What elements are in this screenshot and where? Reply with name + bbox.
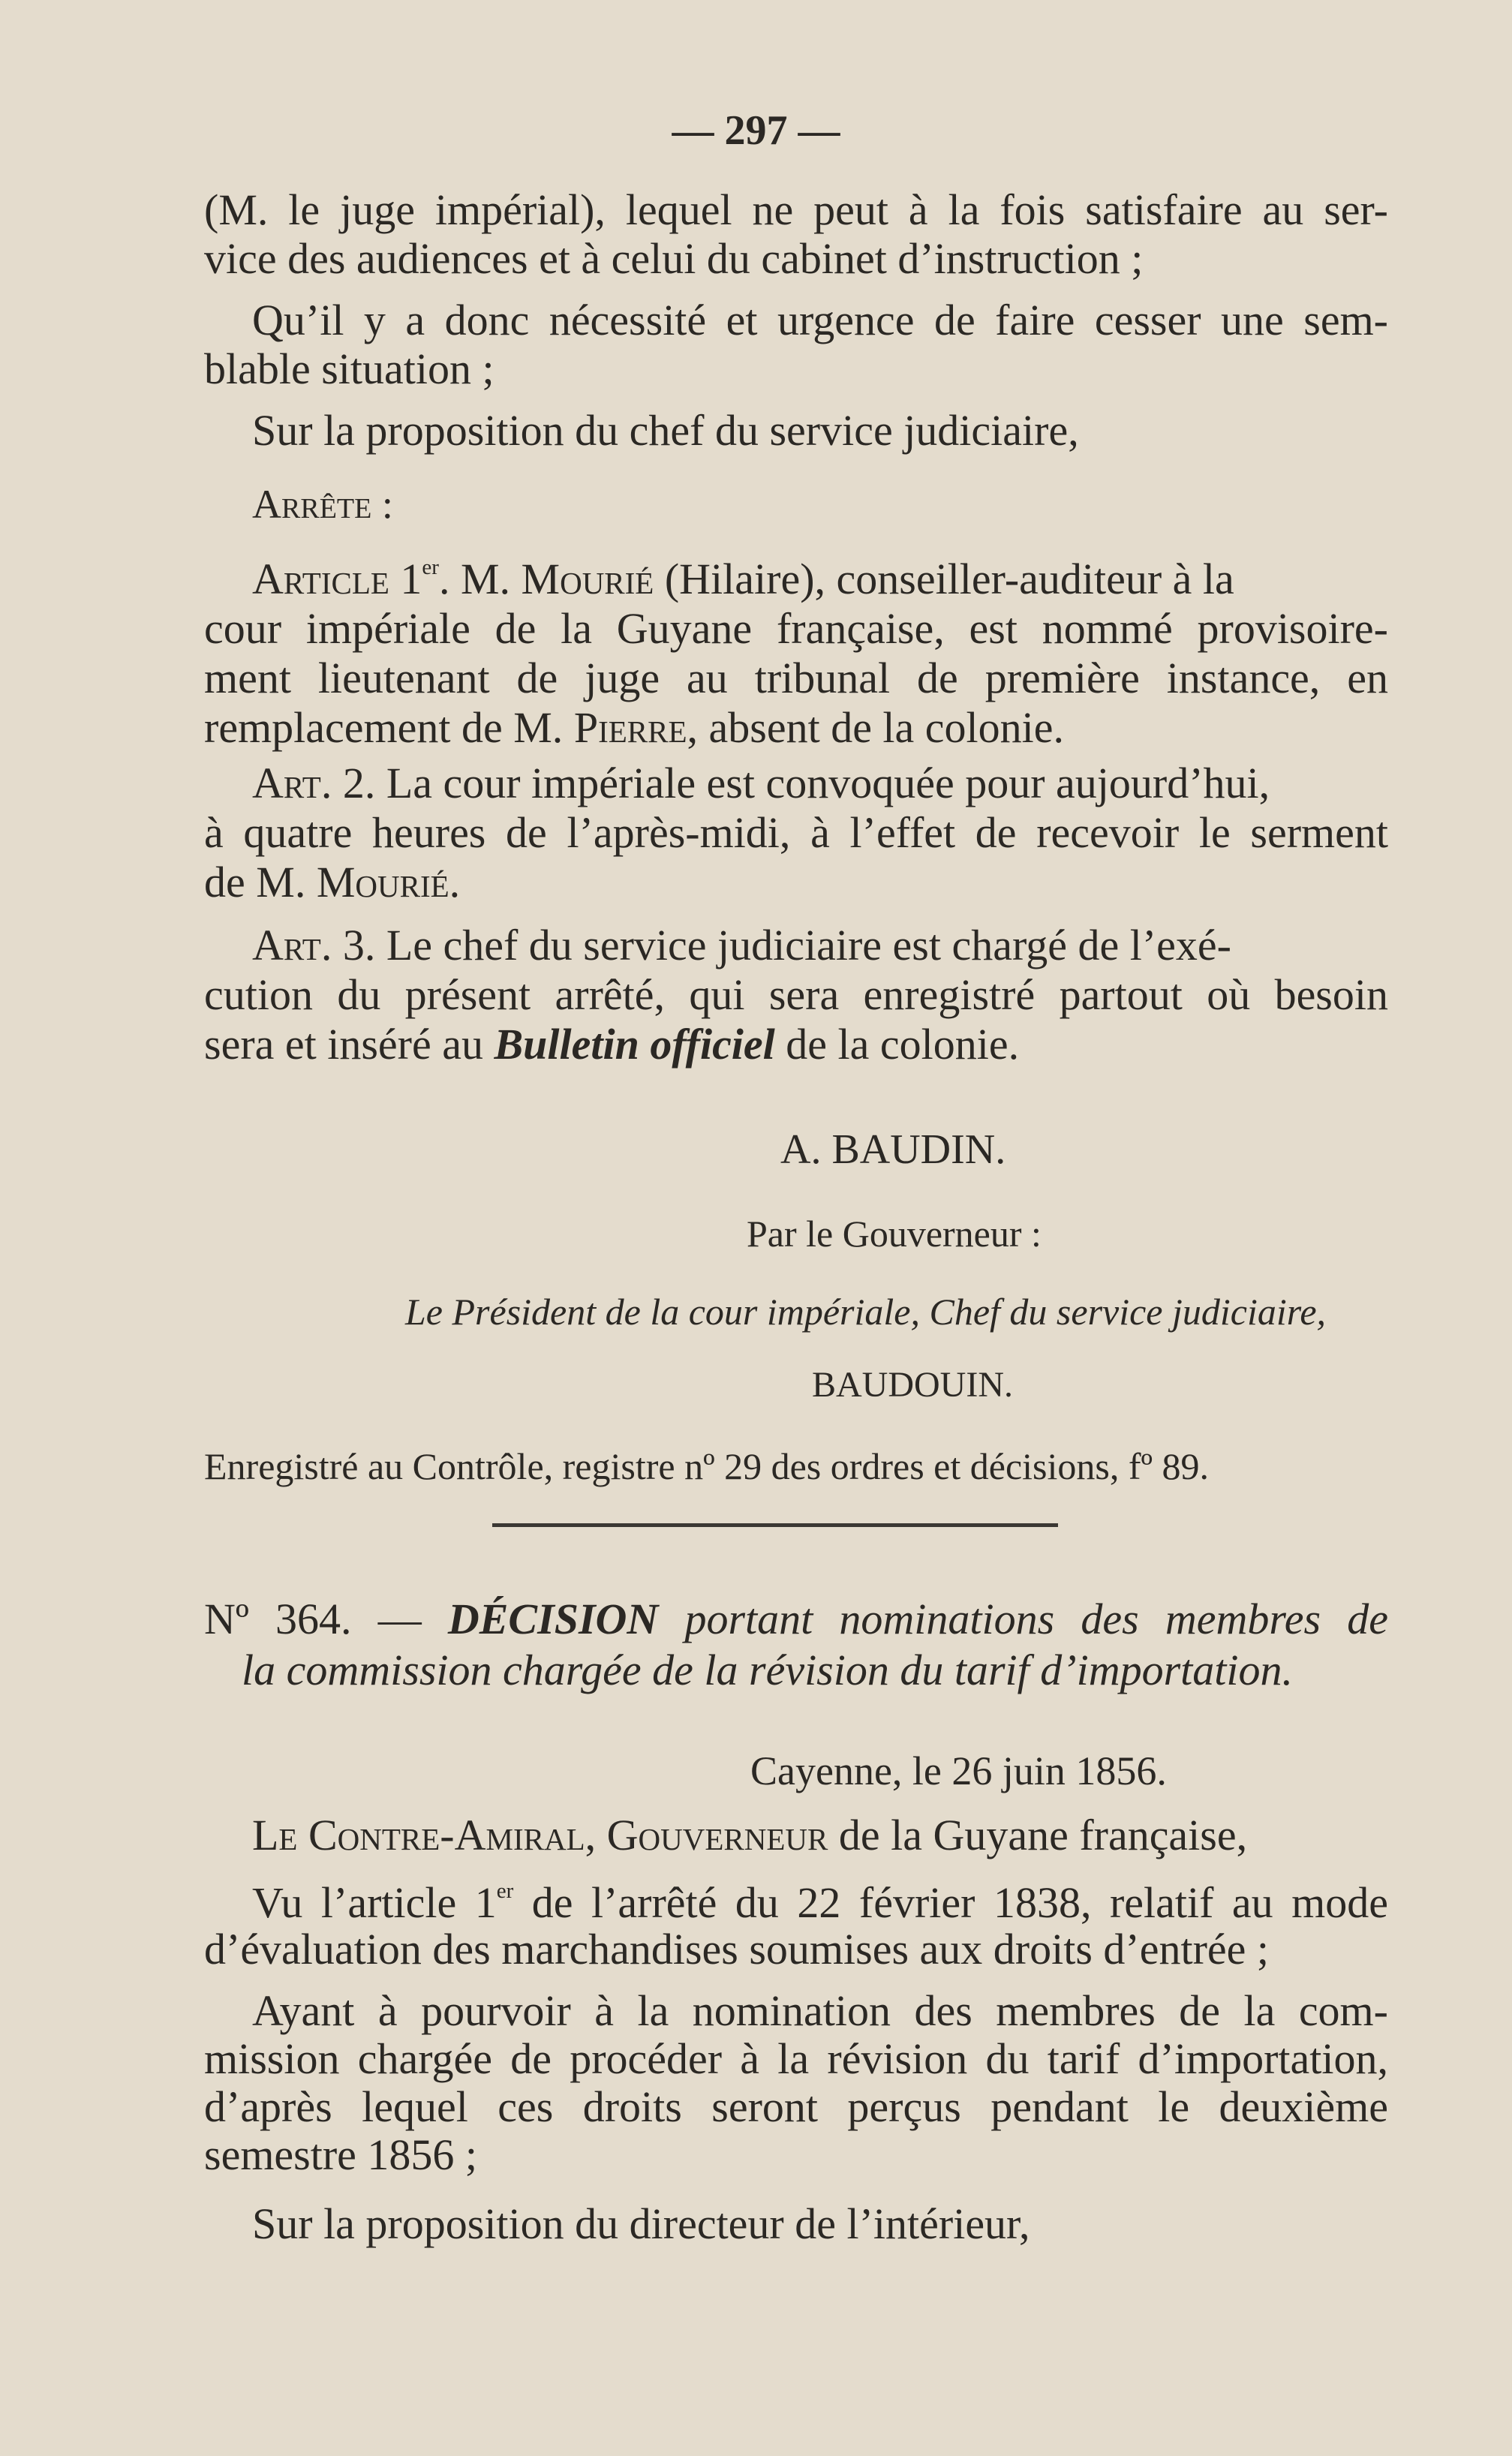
text-line: mission chargée de procéder à la révision du tarif d’importation,: [204, 2034, 1388, 2083]
decision-number: Nº 364.: [204, 1595, 352, 1643]
place-date: Cayenne, le 26 juin 1856.: [750, 1748, 1167, 1793]
bulletin-title: Bulletin officiel: [494, 1020, 775, 1069]
article-2-line: [252, 759, 1436, 807]
signature-baudin: A. BAUDIN.: [780, 1126, 1006, 1173]
text-line: Qu’il y a donc nécessité et urgence de faire cesser une sem-: [252, 296, 1388, 344]
text-span: de la colonie.: [774, 1020, 1020, 1069]
text-span: Gouverneur: [606, 1811, 828, 1859]
decision-title-line: [204, 1595, 1388, 1643]
text-line: Sur la proposition du chef du service judiciaire,: [252, 406, 1079, 455]
page-number: — 297 —: [672, 107, 840, 154]
person-name: Pierre: [573, 703, 687, 752]
text-span: de la Guyane française,: [828, 1811, 1248, 1859]
signature-baudouin: BAUDOUIN.: [812, 1365, 1013, 1405]
text-span: ,: [585, 1811, 607, 1859]
text-span: portant nominations des membres de: [658, 1595, 1389, 1643]
article-1-label: Article 1: [252, 555, 422, 603]
text-line: [204, 1021, 1388, 1069]
text-line: à quatre heures de l’après-midi, à l’effet de recevoir le serment: [204, 808, 1388, 857]
text-line: d’évaluation des marchandises soumises aux droits d’entrée ;: [204, 1925, 1269, 1974]
superscript: er: [496, 1878, 514, 1903]
text-line: Ayant à pourvoir à la nomination des membres de la com-: [252, 1986, 1388, 2035]
text-line: blable situation ;: [204, 344, 494, 393]
text-span: de l’arrêté du 22 février 1838, relatif au mode: [513, 1878, 1388, 1927]
article-3-label: Art.: [252, 921, 332, 969]
text-line: d’après lequel ces droits seront perçus pendant le deuxième: [204, 2082, 1388, 2131]
text-span: 3. Le chef du service judiciaire est chargé de l’exé-: [332, 921, 1231, 969]
text-span: Le Contre-Amiral: [252, 1811, 585, 1859]
text-span: 2. La cour impériale est convoquée pour aujourd’hui,: [332, 759, 1270, 807]
text-span: . M.: [438, 555, 522, 603]
text-line: [252, 1879, 1388, 1927]
article-3-line: [252, 921, 1436, 969]
article-1-line: [252, 555, 1388, 603]
article-2-label: Art.: [252, 759, 332, 807]
text-span: remplacement de M.: [204, 703, 574, 752]
text-line: Sur la proposition du directeur de l’intérieur,: [252, 2199, 1030, 2248]
superscript: er: [422, 555, 439, 579]
text-line: cour impériale de la Guyane française, est nommé provisoire-: [204, 604, 1388, 653]
text-span: —: [351, 1595, 448, 1643]
text-line: [204, 704, 1388, 752]
text-line: cution du présent arrêté, qui sera enregistré partout où besoin: [204, 970, 1388, 1019]
decision-title-line: la commission chargée de la révision du tarif d’importation.: [242, 1646, 1294, 1694]
text-line: semestre 1856 ;: [204, 2130, 478, 2179]
text-span: , absent de la colonie.: [687, 703, 1065, 752]
text-span: Vu l’article 1: [252, 1878, 497, 1927]
arrete-heading: Arrête :: [252, 482, 393, 527]
text-line: (M. le juge impérial), lequel ne peut à la fois satisfaire au ser-: [204, 185, 1388, 234]
text-line: vice des audiences et à celui du cabinet d’instruction ;: [204, 234, 1144, 283]
decision-intro: [252, 1811, 1388, 1859]
text-span: de M.: [204, 858, 317, 906]
enregistre-line: Enregistré au Contrôle, registre nº 29 des ordres et décisions, fº 89.: [204, 1445, 1209, 1487]
person-name: Mourié: [316, 858, 449, 906]
text-line: ment lieutenant de juge au tribunal de première instance, en: [204, 654, 1388, 702]
text-line: [204, 858, 1388, 906]
text-span: .: [449, 858, 461, 906]
section-divider: [492, 1523, 1058, 1527]
text-span: sera et inséré au: [204, 1020, 494, 1069]
text-span: (Hilaire), conseiller-auditeur à la: [654, 555, 1234, 603]
president-line: Le Président de la cour impériale, Chef du service judiciaire,: [405, 1291, 1327, 1333]
decision-heading: DÉCISION: [447, 1595, 659, 1643]
par-le-gouverneur: Par le Gouverneur :: [747, 1213, 1042, 1255]
person-name: Mourié: [521, 555, 654, 603]
